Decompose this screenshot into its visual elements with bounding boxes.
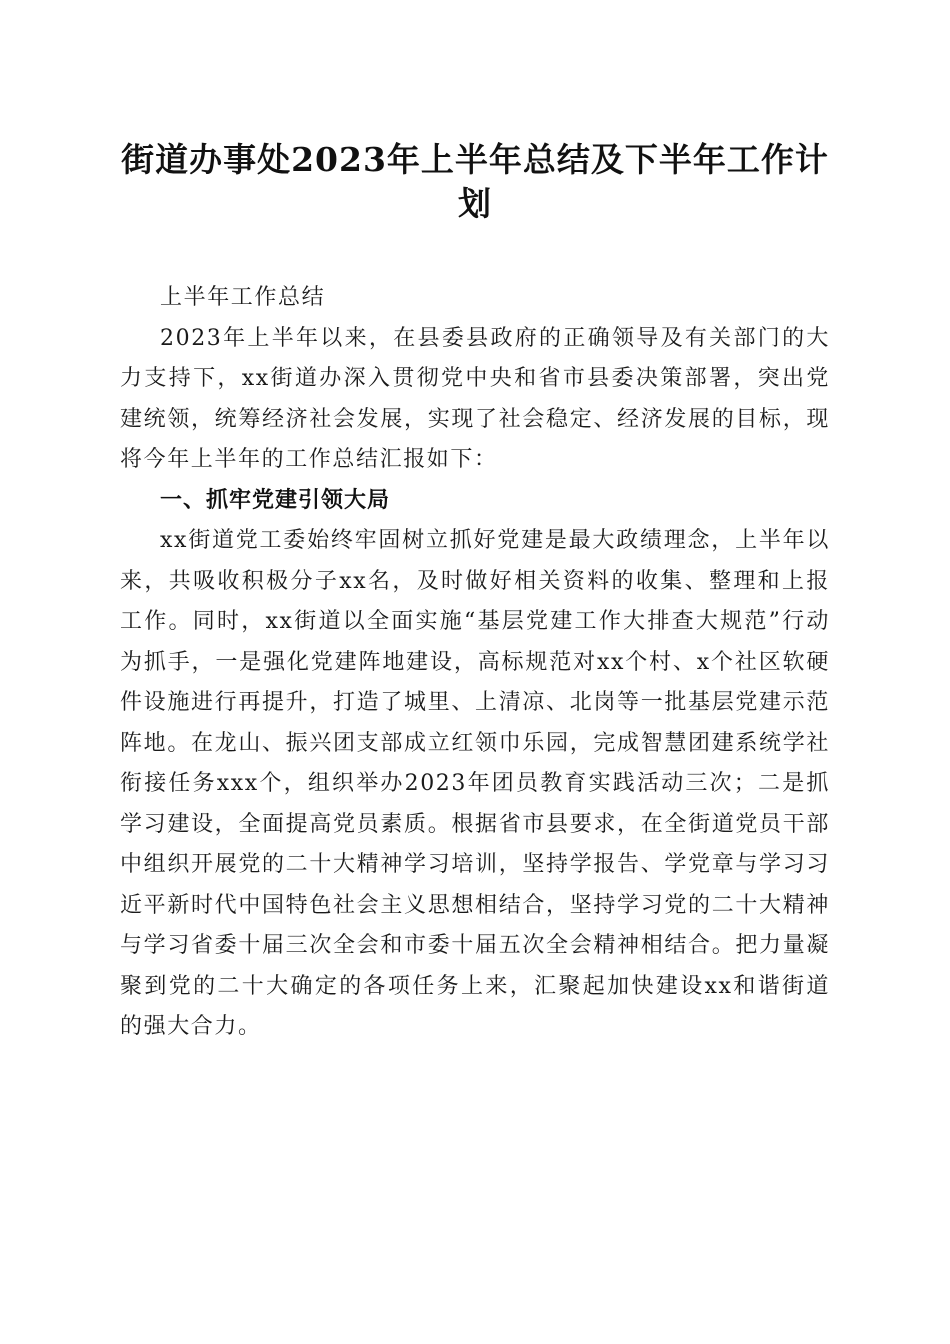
- intro-paragraph: 2023年上半年以来，在县委县政府的正确领导及有关部门的大力支持下，xx街道办深入贯彻党中央和省市县委决策部署，突出党建统领，统筹经济社会发展，实现了社会稳定、经济发展的目标，现将今年上半年的工作总结汇报如下：: [120, 325, 830, 472]
- section-label: 上半年工作总结: [160, 285, 326, 310]
- section-heading: 一、抓牢党建引领大局: [160, 487, 391, 513]
- document-title: 街道办事处2023年上半年总结及下半年工作计划: [121, 140, 829, 223]
- document-body: [120, 278, 830, 1048]
- body-paragraph: xx街道党工委始终牢固树立抓好党建是最大政绩理念，上半年以来，共吸收积极分子xx名，及时做好相关资料的收集、整理和上报工作。同时，xx街道以全面实施“基层党建工作大排查大规范”行动为抓手，一是强化党建阵地建设，高标规范对xx个村、x个社区软硬件设施进行再提升，打造了城里、上清凉、北岗等一批基层党建示范阵地。在龙山、振兴团支部成立红领巾乐园，完成智慧团建系统学社衔接任务xxx个，组织举办2023年团员教育实践活动三次；二是抓学习建设，全面提高党员素质。根据省市县要求，在全街道党员干部中组织开展党的二十大精神学习培训，坚持学报告、学党章与学习习近平新时代中国特色社会主义思想相结合，坚持学习党的二十大精神与学习省委十届三次全会和市委十届五次全会精神相结合。把力量凝聚到党的二十大确定的各项任务上来，汇聚起加快建设xx和谐街道的强大合力。: [120, 528, 830, 1039]
